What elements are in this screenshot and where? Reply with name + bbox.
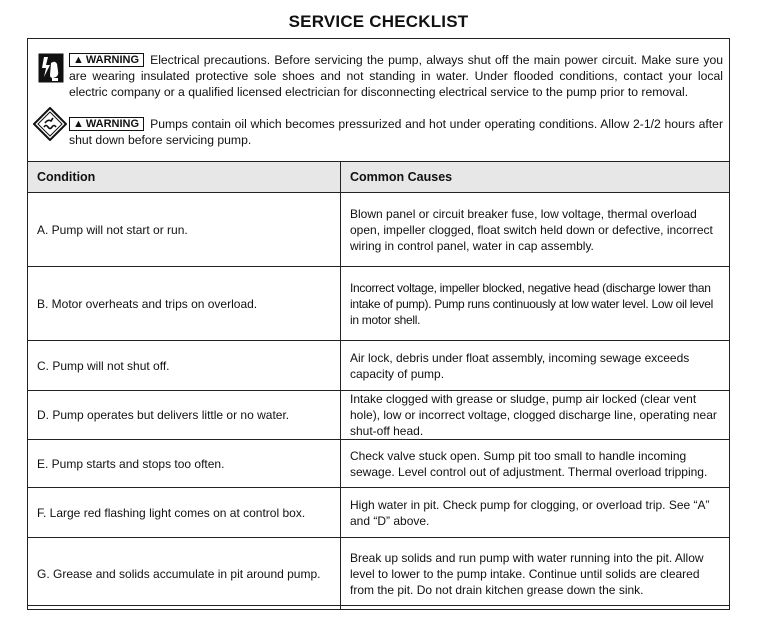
checklist-frame [27, 38, 730, 606]
causes-cell: Incorrect voltage, impeller blocked, negative head (discharge lower than intake of pump). Pump runs continuously at low water level. Low oil level in motor shell. [341, 267, 730, 341]
condition-cell: G. Grease and solids accumulate in pit around pump. [28, 538, 341, 610]
page-title: SERVICE CHECKLIST [288, 12, 469, 31]
column-header-causes: Common Causes [341, 162, 730, 193]
column-header-condition: Condition [28, 162, 341, 193]
causes-cell: Air lock, debris under float assembly, incoming sewage exceeds capacity of pump. [341, 341, 730, 391]
table-row [28, 391, 730, 440]
causes-cell: Check valve stuck open. Sump pit too small to handle incoming sewage. Level control out of adjustment. Thermal overload tripping. [341, 440, 730, 488]
warning-triangle-icon: ▲ [73, 54, 84, 66]
warning-electrical-text: ▲ WARNING Electrical precautions. Before servicing the pump, always shut off the main power circuit. Make sure you are wearing insulated protective sole shoes and not standing in water. Under flooded conditions, contact your local electric company or a qualified licensed electrician for disconnecting electrical service to the pump prior to removal. [69, 53, 723, 99]
hot-surface-icon [33, 107, 67, 145]
condition-cell: B. Motor overheats and trips on overload. [28, 267, 341, 341]
condition-cell: C. Pump will not shut off. [28, 341, 341, 391]
table-row [28, 440, 730, 488]
table-row [28, 193, 730, 267]
condition-cell: D. Pump operates but delivers little or no water. [28, 391, 341, 440]
warning-badge: ▲ WARNING [69, 117, 144, 131]
condition-cell: A. Pump will not start or run. [28, 193, 341, 267]
table-row [28, 267, 730, 341]
warning-electrical [28, 49, 729, 101]
condition-cell: F. Large red flashing light comes on at control box. [28, 488, 341, 538]
table-row [28, 488, 730, 538]
table-header-row [28, 162, 730, 193]
warning-badge: ▲ WARNING [69, 53, 144, 67]
electrical-shock-icon [38, 53, 64, 87]
causes-cell: Intake clogged with grease or sludge, pump air locked (clear vent hole), low or incorrect voltage, clogged discharge line, operating near shut-off head. [341, 391, 730, 440]
warning-triangle-icon: ▲ [73, 118, 84, 130]
warning-hot-oil-text: ▲ WARNING Pumps contain oil which becomes pressurized and hot under operating conditions. Allow 2-1/2 hours after shut down before servicing pump. [69, 117, 723, 147]
causes-cell: High water in pit. Check pump for clogging, or overload trip. See “A” and “D” above. [341, 488, 730, 538]
table-row [28, 341, 730, 391]
condition-cell: E. Pump starts and stops too often. [28, 440, 341, 488]
causes-cell: Break up solids and run pump with water running into the pit. Allow level to lower to the pump intake. Continue until solids are cleared from the pit. Do not drain kitchen grease down the sink. [341, 538, 730, 610]
causes-cell: Blown panel or circuit breaker fuse, low voltage, thermal overload open, impeller clogged, float switch held down or defective, incorrect wiring in control panel, water in cap assembly. [341, 193, 730, 267]
warning-hot-oil [28, 107, 729, 149]
troubleshooting-table [27, 161, 730, 610]
table-row [28, 538, 730, 610]
